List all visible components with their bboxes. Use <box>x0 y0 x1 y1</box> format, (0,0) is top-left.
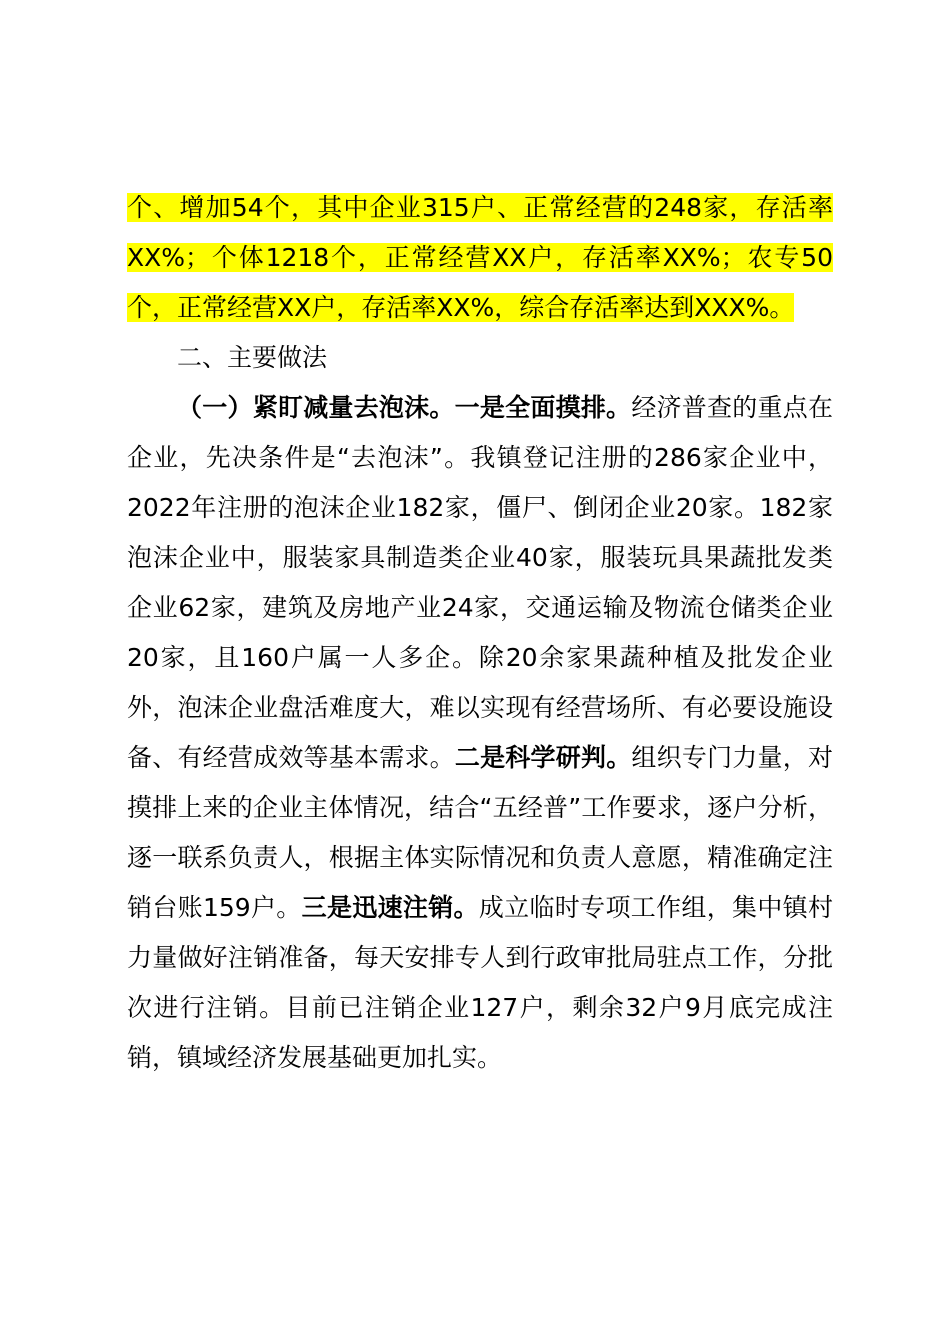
section-heading-main-practices: 二、主要做法 <box>177 343 328 372</box>
document-body <box>127 183 833 1083</box>
bold-lead-heading: （一）紧盯减量去泡沫。一是全面摸排。 <box>177 393 632 422</box>
body-text-c: 成立临时专项工作组，集中镇村力量做好注销准备，每天安排专人到行政审批局驻点工作，分批次进行注销。目前已注销企业127户，剩余32户9月底完成注销，镇域经济发展基础更加扎实。 <box>127 893 833 1072</box>
body-text-a: 经济普查的重点在企业，先决条件是“去泡沫”。我镇登记注册的286家企业中，2022年注册的泡沫企业182家，僵尸、倒闭企业20家。182家泡沫企业中，服装家具制造类企业40家，服装玩具果蔬批发类企业62家，建筑及房地产业24家，交通运输及物流仓储类企业20家，且160户属一人多企。除20余家果蔬种植及批发企业外，泡沫企业盘活难度大，难以实现有经营场所、有必要设施设备、有经营成效等基本需求。 <box>127 393 833 772</box>
bold-subheading-b: 二是科学研判。 <box>454 743 632 772</box>
bold-subheading-c: 三是迅速注销。 <box>301 893 479 922</box>
paragraph-reduce-bubble <box>127 383 833 1083</box>
paragraph-survival-rates <box>127 183 833 333</box>
highlighted-text: 个、增加54个，其中企业315户、正常经营的248家，存活率XX%；个体1218个，正常经营XX户，存活率XX%；农专50个，正常经营XX户，存活率XX%，综合存活率达到XXX%。 <box>127 193 833 322</box>
body-text-b: 组织专门力量，对摸排上来的企业主体情况，结合“五经普”工作要求，逐户分析，逐一联系负责人，根据主体实际情况和负责人意愿，精准确定注销台账159户。 <box>127 743 833 922</box>
